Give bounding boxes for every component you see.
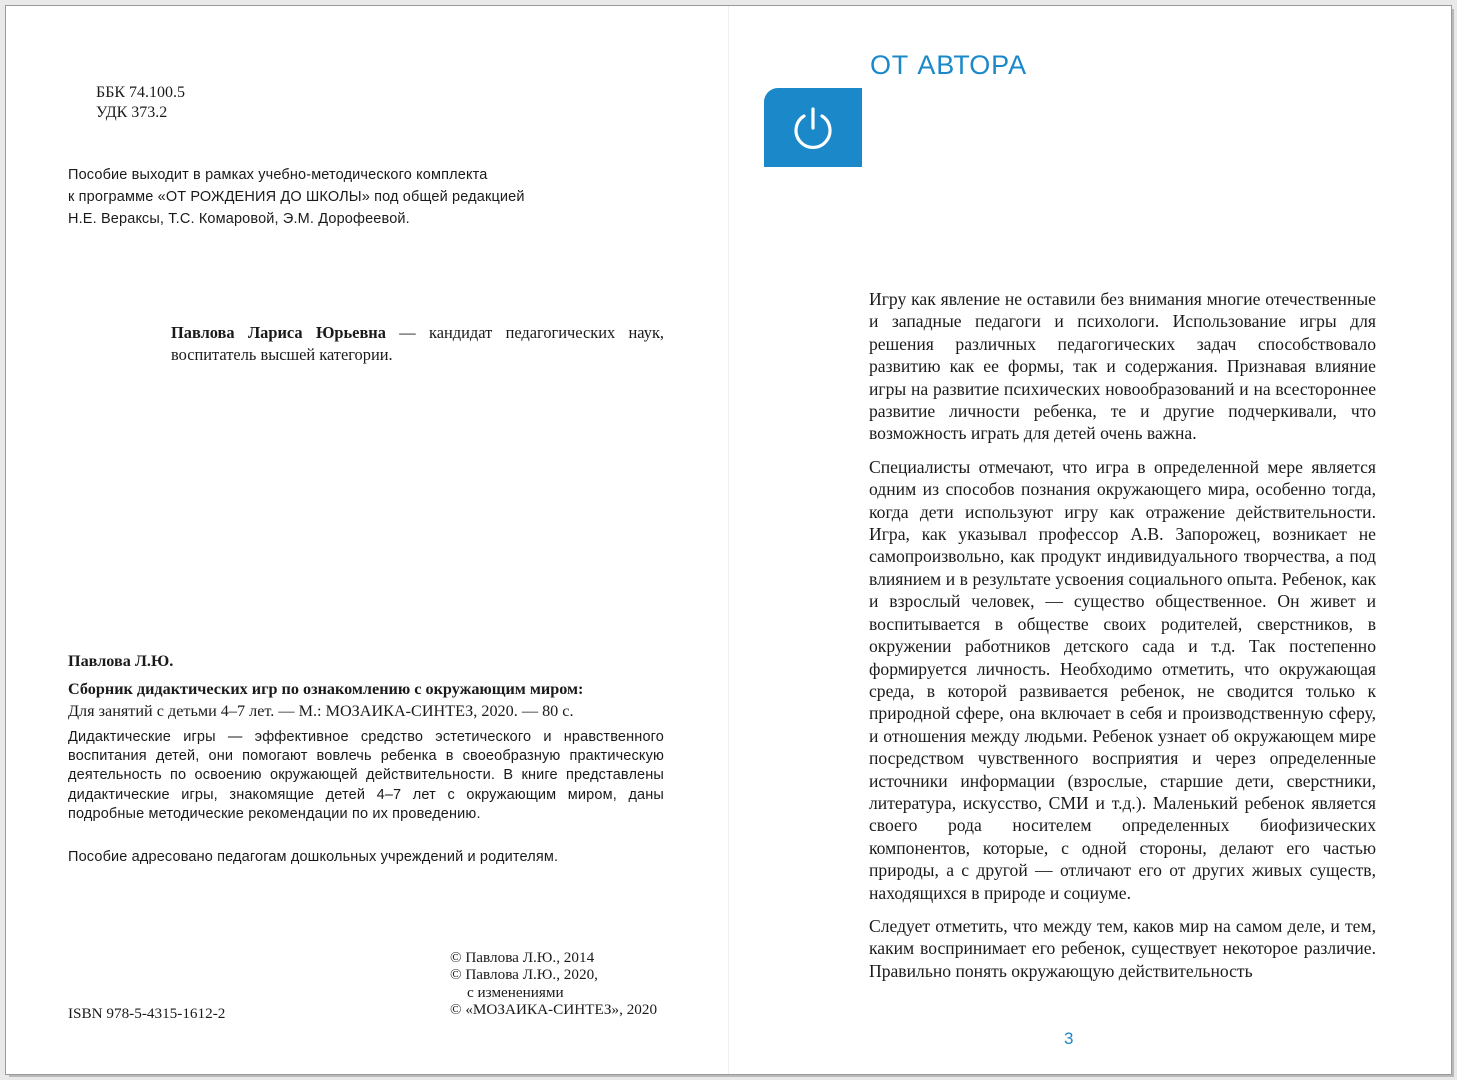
- body-paragraph: Следует отметить, что между тем, каков мир на самом деле, и тем, каким воспринимает его ребенок, существует некоторое различие. Правильно понять окружающую действительность: [869, 915, 1376, 981]
- series-note-line: Н.Е. Веракcы, Т.С. Комаровой, Э.М. Дорофеевой.: [68, 211, 410, 227]
- bibliographic-record: [68, 650, 664, 722]
- page-gutter: [728, 6, 729, 1074]
- copyright-line: © Павлова Л.Ю., 2020,: [450, 966, 598, 984]
- biblio-imprint: Для занятий с детьми 4–7 лет. — М.: МОЗАИКА-СИНТЕЗ, 2020. — 80 с.: [68, 702, 574, 720]
- series-note-line: к программе «ОТ РОЖДЕНИЯ ДО ШКОЛЫ» под общей редакцией: [68, 189, 525, 205]
- body-paragraph: Игру как явление не оставили без внимания многие отечественные и западные педагоги и психологи. Использование игры для решения различных педагогических задач способствовало развитию как ее формы, так и содержания. Признавая влияние игры на развитие психических новообразований и на всестороннее развитие личности ребенка, те и другие подчеркивали, что возможность играть для детей очень важна.: [869, 289, 1376, 444]
- bbk-code: ББК 74.100.5: [96, 84, 186, 101]
- author-name: Павлова Лариса Юрьевна: [171, 323, 386, 342]
- copyright-block: [450, 949, 657, 1018]
- biblio-title: Сборник дидактических игр по ознакомлению с окружающим миром:: [68, 680, 584, 698]
- audience-note: Пособие адресовано педагогам дошкольных учреждений и родителям.: [68, 849, 559, 865]
- series-note: [68, 164, 628, 230]
- isbn: ISBN 978-5-4315-1612-2: [68, 1005, 226, 1022]
- body-paragraph: Специалисты отмечают, что игра в определенной мере является одним из способов познания окружающего мира, особенно тогда, когда дети используют игру как отражение действительности. Игра, как указывал профессор А.В. Запорожец, возникает не самопроизвольно, как продукт индивидуального творчества, а под влиянием и в результате усвоения социального опыта. Ребенок, как и взрослый человек, — существо общественное. Он живет и воспитывается в обществе своих родителей, сверстников, в окружении работников детского сада и т.д. Так постепенно формируется личность. Необходимо отметить, что окружающая среда, в которой развивается ребенок, не сводится только к природной сфере, она включает в себя и производственную сферу, и отношения между людьми. Ребенок узнает об окружающем мире посредством чувственного восприятия и через определенные источники информации (взрослые, старшие дети, сверстники, литература, искусство, СМИ и т.д.). Маленький ребенок является своего рода носителем определенных биофизических компонентов, которые, с одной стороны, делают его частью природы, а с другой — отличают его от других живых существ, находящихся в природе и социуме.: [869, 456, 1376, 903]
- page-number: 3: [1064, 1029, 1074, 1048]
- chapter-title: ОТ АВТОРА: [870, 50, 1027, 80]
- copyright-line: с изменениями: [467, 983, 564, 1001]
- abstract: [68, 728, 664, 832]
- author-credentials: — кандидат педагогических наук, воспитатель высшей категории.: [171, 323, 664, 364]
- abstract-paragraph: Дидактические игры — эффективное средство эстетического и нравственного воспитания детей, они помогают вовлечь ребенка в своеобразную практическую деятельность по освоению окружающей действительности. В книге представлены дидактические игры, знакомящие детей 4–7 лет с окружающим миром, даны подробные методические рекомендации по их проведению.: [68, 729, 664, 822]
- classification-codes: [96, 83, 185, 123]
- author-bio: [171, 322, 664, 366]
- copyright-line: © Павлова Л.Ю., 2014: [450, 949, 595, 966]
- chapter-body: [869, 288, 1376, 993]
- chapter-badge: [764, 88, 862, 167]
- copyright-line: © «МОЗАИКА-СИНТЕЗ», 2020: [450, 1000, 658, 1018]
- power-icon: [789, 104, 837, 152]
- series-note-line: Пособие выходит в рамках учебно-методического комплекта: [68, 167, 488, 183]
- biblio-author: Павлова Л.Ю.: [68, 652, 174, 670]
- udk-code: УДК 373.2: [96, 104, 168, 121]
